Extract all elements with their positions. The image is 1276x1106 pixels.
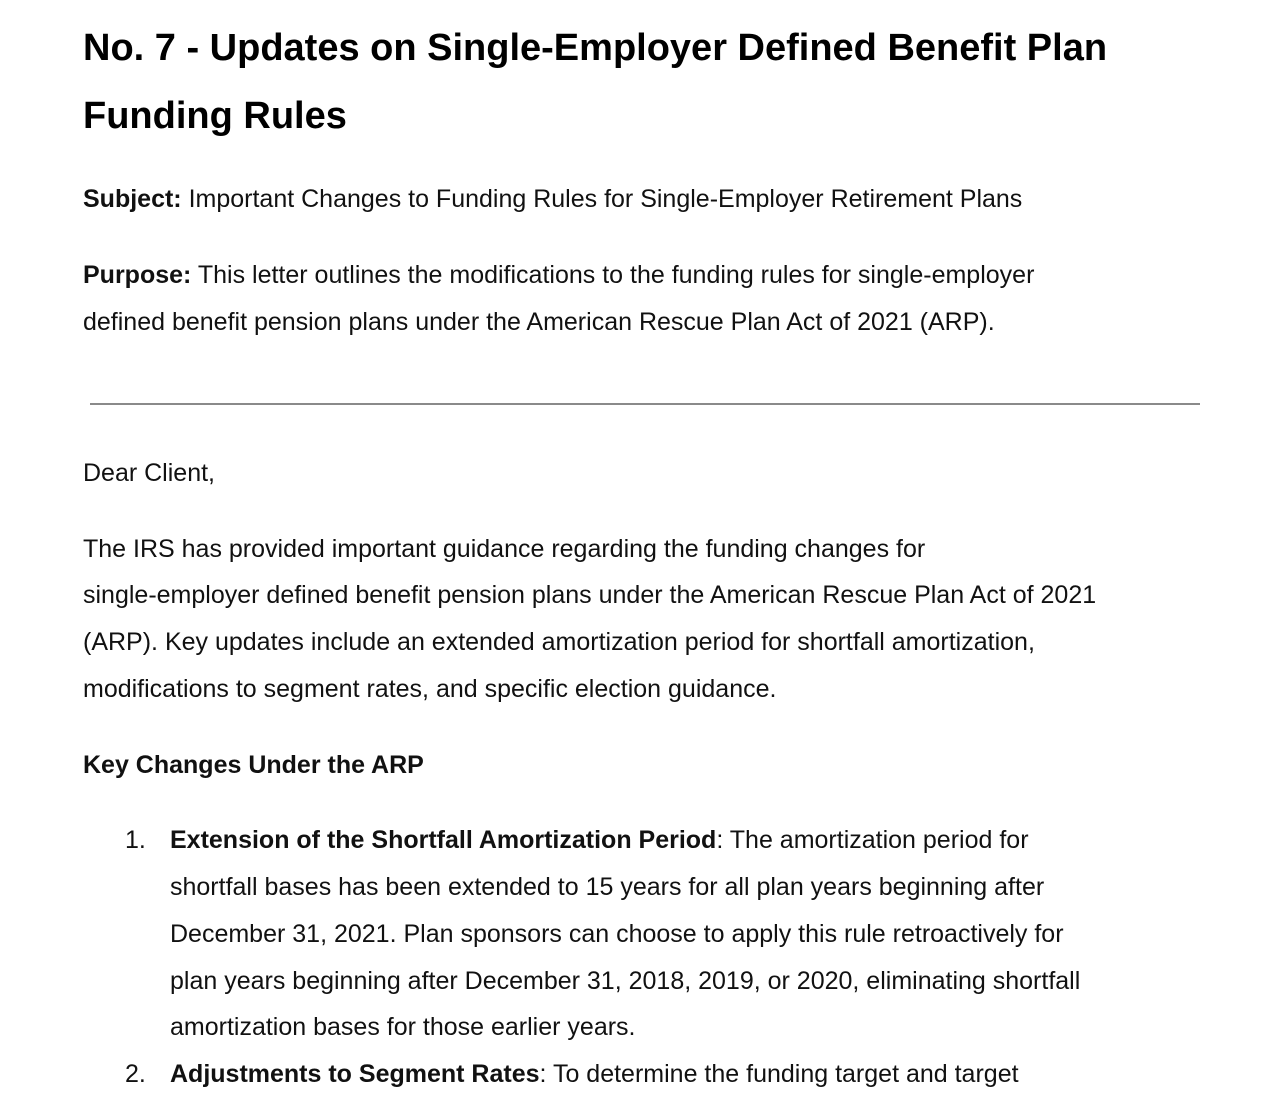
purpose-line-1 (83, 260, 1034, 290)
purpose-label: Purpose: (83, 261, 192, 289)
list-item-text: : The amortization period for (716, 826, 1029, 854)
intro-line-2: single-employer defined benefit pension plans under the American Rescue Plan Act of 2021 (83, 581, 1097, 609)
list-item-number: 1. (125, 826, 146, 854)
intro-line-3: (ARP). Key updates include an extended amortization period for shortfall amortization, (83, 628, 1035, 656)
section-heading: Key Changes Under the ARP (83, 751, 424, 779)
title-line-2: Funding Rules (83, 95, 347, 137)
list-item-line: amortization bases for those earlier years. (170, 1013, 636, 1041)
list-item-line: December 31, 2021. Plan sponsors can choose to apply this rule retroactively for (170, 920, 1064, 948)
horizontal-divider (90, 403, 1200, 405)
document-title (83, 14, 1107, 150)
list-item-title: Extension of the Shortfall Amortization Period (170, 826, 717, 854)
purpose-text-1: This letter outlines the modifications to the funding rules for single-employer (191, 261, 1035, 289)
purpose-line-2: defined benefit pension plans under the American Rescue Plan Act of 2021 (ARP). (83, 308, 995, 336)
subject-label: Subject: (83, 185, 182, 213)
intro-line-1: The IRS has provided important guidance regarding the funding changes for (83, 535, 926, 563)
subject-text: Important Changes to Funding Rules for Single-Employer Retirement Plans (181, 185, 1023, 213)
list-item-title: Adjustments to Segment Rates (170, 1060, 540, 1088)
list-item-text: : To determine the funding target and target (539, 1060, 1019, 1088)
salutation: Dear Client, (83, 459, 215, 487)
list-item-line: shortfall bases has been extended to 15 years for all plan years beginning after (170, 873, 1045, 901)
list-item-first-line (170, 1059, 1019, 1089)
intro-line-4: modifications to segment rates, and specific election guidance. (83, 675, 777, 703)
list-item-line: plan years beginning after December 31, 2018, 2019, or 2020, eliminating shortfall (170, 967, 1081, 995)
title-line-1: No. 7 - Updates on Single-Employer Defined Benefit Plan (83, 27, 1108, 69)
subject-line (83, 184, 1022, 214)
list-item-first-line (170, 825, 1029, 855)
list-item-number: 2. (125, 1060, 146, 1088)
